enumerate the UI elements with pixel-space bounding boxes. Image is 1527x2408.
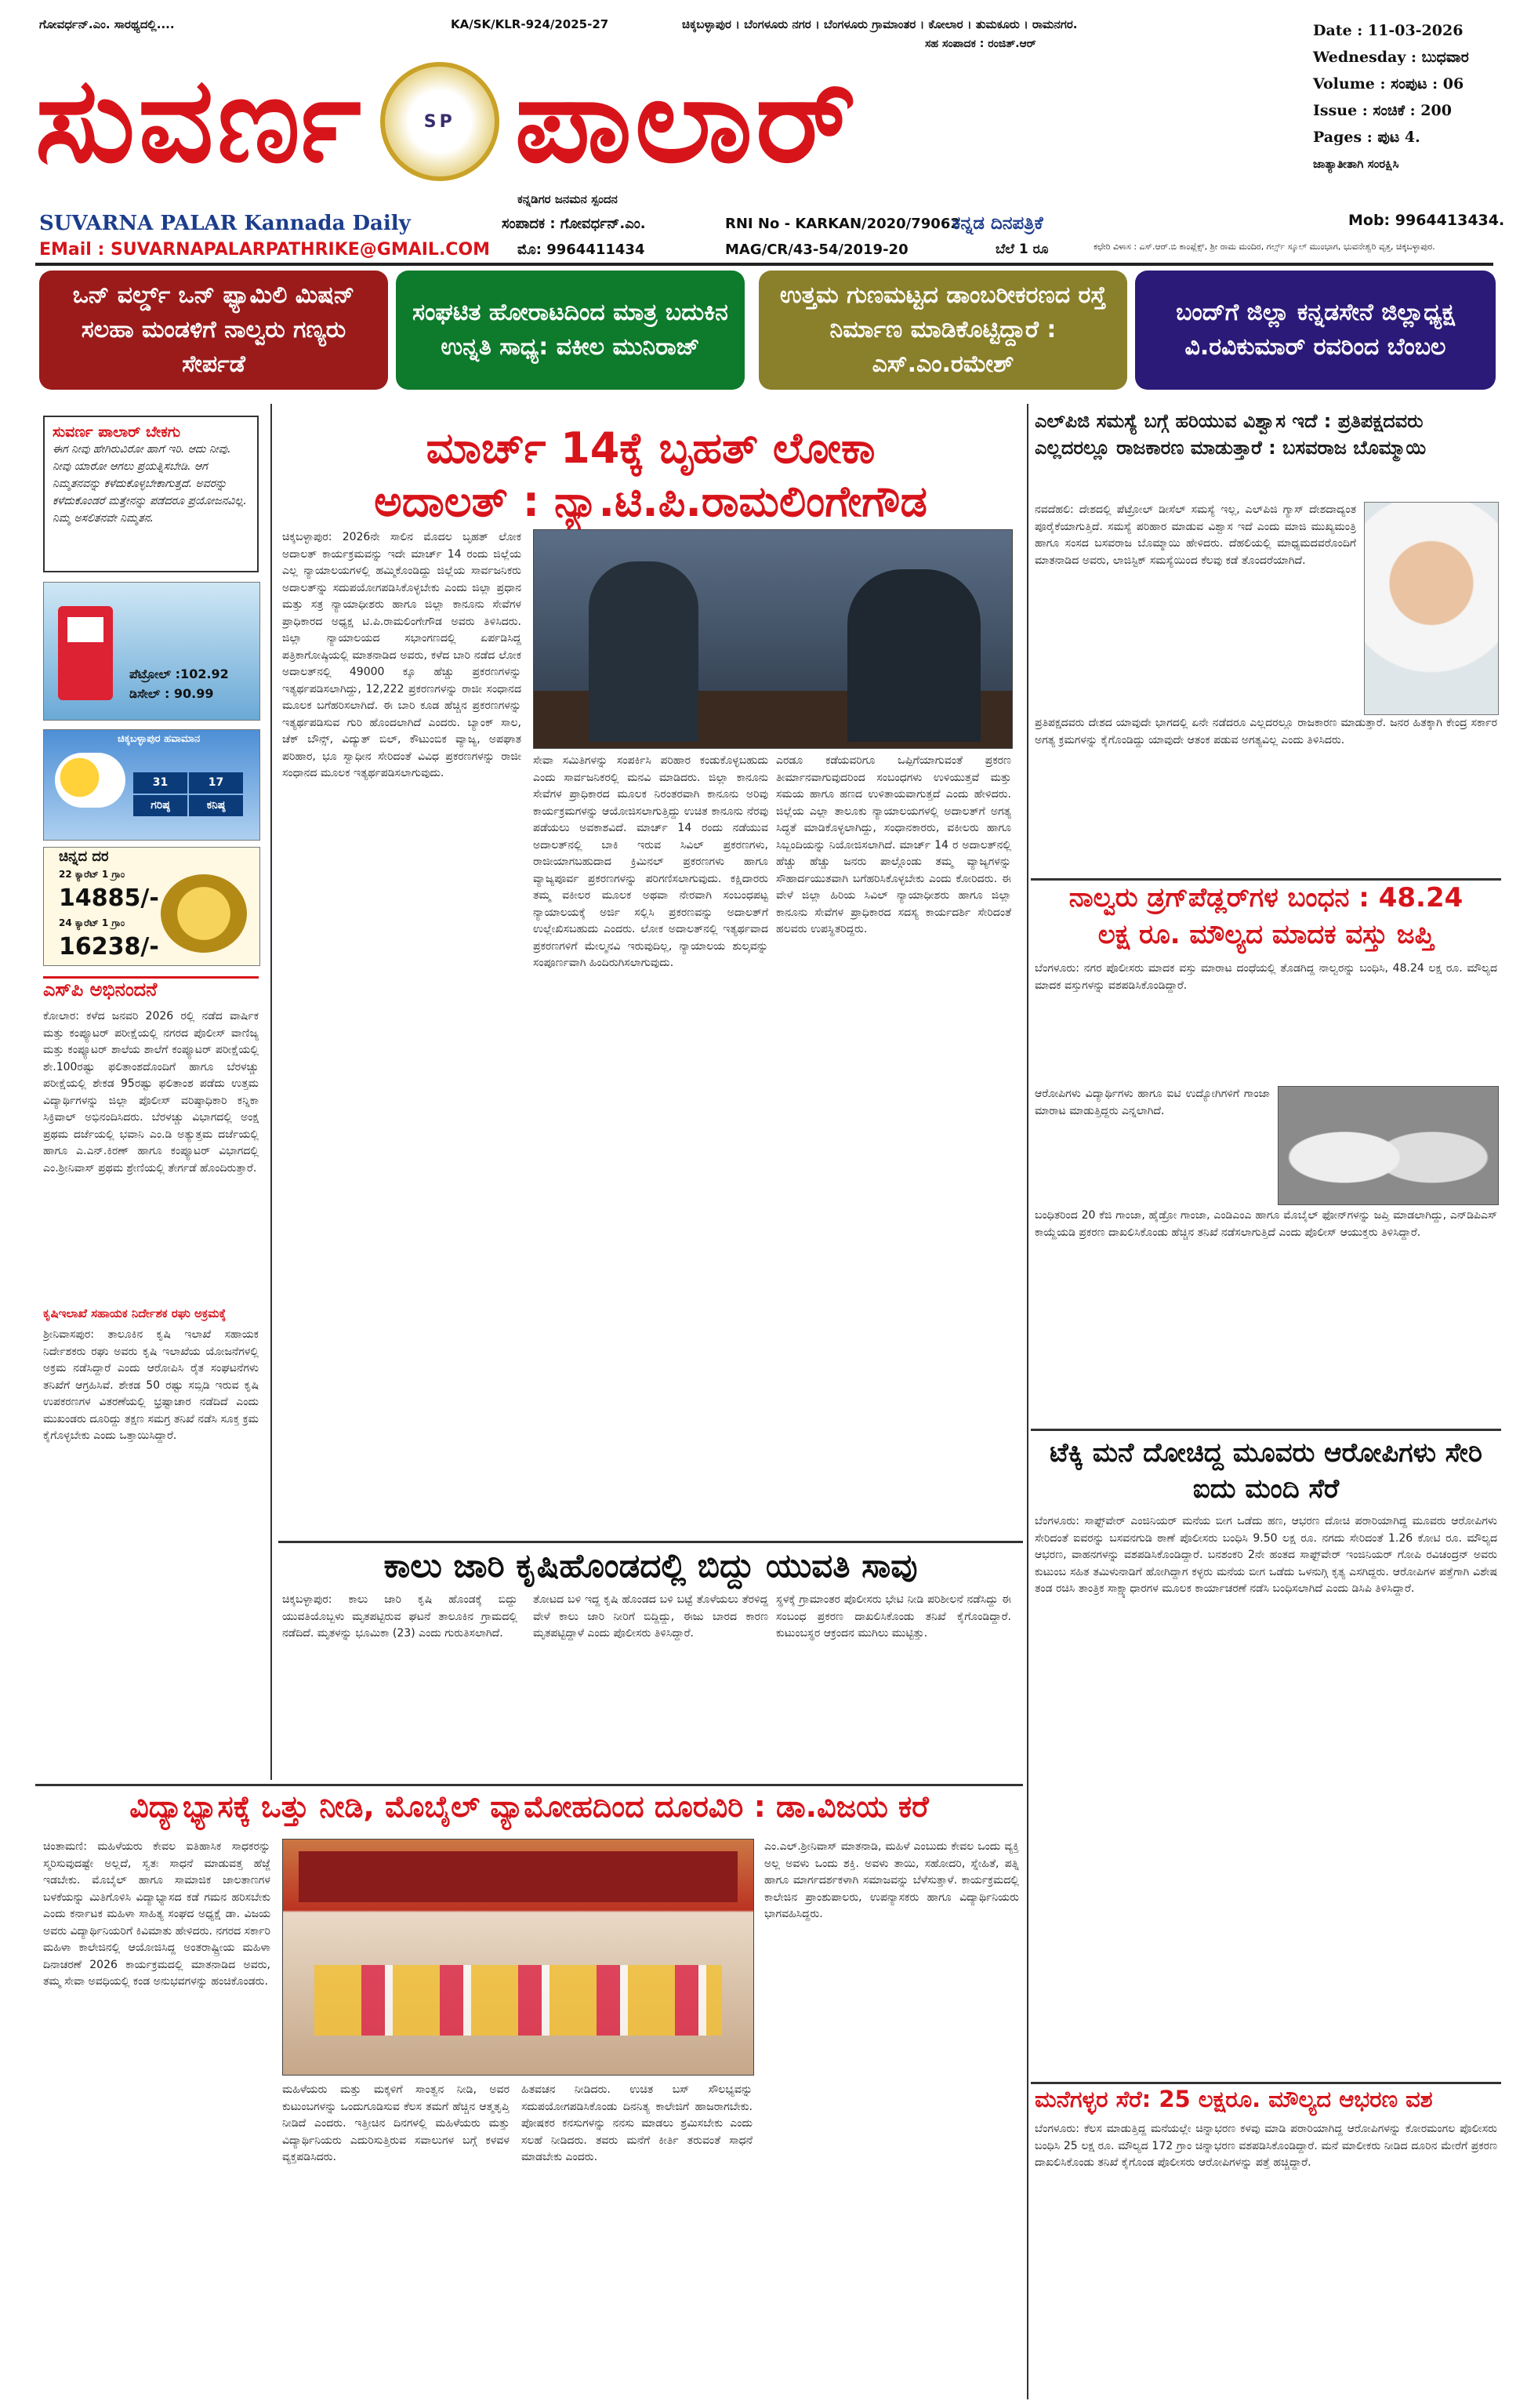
districts-line: ಚಿಕ್ಕಬಳ್ಳಾಪುರ । ಬೆಂಗಳೂರು ನಗರ । ಬೆಂಗಳೂರು ಗ್ರಾಮಾಂತರ । ಕೋಲಾರ । ತುಮಕೂರು । ರಾಮನಗರ. — [682, 17, 1078, 31]
temp-min-label: ಕನಿಷ್ಠ — [189, 795, 243, 816]
article-body: ಶ್ರೀನಿವಾಸಪುರ: ತಾಲೂಕಿನ ಕೃಷಿ ಇಲಾಖೆ ಸಹಾಯಕ ನಿರ್ದೇಶಕರು ರಘು ಅವರು ಕೃಷಿ ಇಲಾಖೆಯ ಯೋಜನೆಗಳಲ್ಲಿ ಅಕ್ರಮ ನಡೆಸಿದ್ದಾರೆ ಎಂದು ಆರೋಪಿಸಿ ರೈತ ಸಂಘಟನೆಗಳು ತನಿಖೆಗೆ ಆಗ್ರಹಿಸಿವೆ. ಶೇಕಡ 50 ರಷ್ಟು ಸಬ್ಸಿಡಿ ಇರುವ ಕೃಷಿ ಉಪಕರಣಗಳ ವಿತರಣೆಯಲ್ಲಿ ಭ್ರಷ್ಟಾಚಾರ ನಡೆದಿದೆ ಎಂದು ಮುಖಂಡರು ದೂರಿದ್ದು ತಕ್ಷಣ ಸಮಗ್ರ ತನಿಖೆ ನಡೆಸಿ ಸೂಕ್ತ ಕ್ರಮ ಕೈಗೊಳ್ಳಬೇಕು ಎಂದು ಒತ್ತಾಯಿಸಿದ್ದಾರೆ. — [43, 1328, 259, 1442]
price: ಬೆಲೆ 1 ರೂ — [996, 242, 1049, 257]
divider — [1031, 1429, 1501, 1431]
article-body: ತೋಟದ ಬಳಿ ಇದ್ದ ಕೃಷಿ ಹೊಂಡದ ಬಳಿ ಬಟ್ಟೆ ತೊಳೆಯಲು ತೆರಳಿದ್ದ ವೇಳೆ ಕಾಲು ಜಾರಿ ನೀರಿಗೆ ಬಿದ್ದಿದ್ದು, ಈಜು ಬಾರದ ಕಾರಣ ಮೃತಪಟ್ಟಿದ್ದಾಳೆ ಎಂದು ಪೊಲೀಸರು ತಿಳಿಸಿದ್ದಾರೆ. — [533, 1593, 768, 1640]
divider — [1031, 878, 1501, 881]
photo-backdrop — [299, 1851, 738, 1902]
banner-headline[interactable]: ಉತ್ತಮ ಗುಣಮಟ್ಟದ ಡಾಂಬರೀಕರಣದ ರಸ್ತೆ ನಿರ್ಮಾಣ ಮಾಡಿಕೊಟ್ಟಿದ್ದಾರೆ : ಎಸ್.ಎಂ.ರಮೇಶ್ — [759, 271, 1127, 390]
article-body: ಬೆಂಗಳೂರು: ನಗರ ಪೊಲೀಸರು ಮಾದಕ ವಸ್ತು ಮಾರಾಟ ದಂಧೆಯಲ್ಲಿ ತೊಡಗಿದ್ದ ನಾಲ್ವರನ್ನು ಬಂಧಿಸಿ, 48.24 ಲಕ್ಷ ರೂ. ಮೌಲ್ಯದ ಮಾದಕ ವಸ್ತುಗಳನ್ನು ವಶಪಡಿಸಿಕೊಂಡಿದ್ದಾರೆ. — [1035, 962, 1497, 992]
title-right: ಪಾಲಾರ್ — [514, 52, 859, 189]
column-divider — [1027, 404, 1028, 2399]
article-body: ಪ್ರತಿಪಕ್ಷದವರು ದೇಶದ ಯಾವುದೇ ಭಾಗದಲ್ಲಿ ಏನೇ ನಡೆದರೂ ಎಲ್ಲದರಲ್ಲೂ ರಾಜಕಾರಣ ಮಾಡುತ್ತಾರೆ. ಜನರ ಹಿತಕ್ಕಾಗಿ ಕೇಂದ್ರ ಸರ್ಕಾರ ಅಗತ್ಯ ಕ್ರಮಗಳನ್ನು ಕೈಗೊಂಡಿದ್ದು ಯಾವುದೇ ಆತಂಕ ಪಡುವ ಅಗತ್ಯವಿಲ್ಲ ಎಂದು ತಿಳಿಸಿದರು. — [1035, 717, 1497, 746]
divider — [1031, 2082, 1501, 2084]
photo-attendees — [314, 1965, 722, 2036]
article-headline[interactable]: ಟೆಕ್ಕಿ ಮನೆ ದೋಚಿದ್ದ ಮೂವರು ಆರೋಪಿಗಳು ಸೇರಿ ಐದು ಮಂದಿ ಸೆರೆ — [1050, 1437, 1482, 1505]
rni-number: RNI No - KARKAN/2020/79062 — [725, 216, 960, 232]
article-headline[interactable]: ವಿದ್ಯಾಭ್ಯಾಸಕ್ಕೆ ಒತ್ತು ನೀಡಿ, ಮೊಬೈಲ್ ವ್ಯಾಮೋಹದಿಂದ ದೂರವಿರಿ : ಡಾ.ವಿಜಯ ಕರೆ — [129, 1789, 929, 1824]
masthead-title — [35, 52, 1305, 189]
registration-number: KA/SK/KLR-924/2025-27 — [451, 17, 609, 31]
tagline: ಕನ್ನಡಿಗರ ಜನಮನ ಸ್ಪಂದನ — [517, 192, 618, 206]
mag-number: MAG/CR/43-54/2019-20 — [725, 242, 909, 258]
sub-editor: ಸಹ ಸಂಪಾದಕ : ರಂಜಿತ್.ಆರ್ — [925, 38, 1036, 50]
notice-body: ಈಗ ನೀವು ಹೇಗಿರುವಿರೋ ಹಾಗೆ ಇರಿ. ಆದು ನೀವು. ನೀವು ಯಾರೋ ಆಗಲು ಪ್ರಯತ್ನಿಸಬೇಡಿ. ಆಗ ನಿಮ್ಮತನವನ್ನು ಕಳೆದುಕೊಳ್ಳಬೇಕಾಗುತ್ತದೆ. ಅವರನ್ನು ಕಳೆದುಕೊಂಡರೆ ಮತ್ತೇನನ್ನು ಪಡೆದರೂ ಪ್ರಯೋಜನವಿಲ್ಲ. ನಿಮ್ಮ ಅಸಲಿತನವೇ ನಿಮ್ಮತನ. — [53, 443, 247, 525]
notice-title: ಸುವರ್ಣ ಪಾಲಾರ್ ಬೇಕಗು — [53, 423, 181, 441]
volume: Volume : ಸಂಪುಟ : 06 — [1313, 75, 1464, 93]
banner-headline[interactable]: ಒನ್ ವರ್ಲ್ಡ್ ಒನ್ ಫ್ಯಾಮಿಲಿ ಮಿಷನ್ ಸಲಹಾ ಮಂಡಳಿಗೆ ನಾಲ್ವರು ಗಣ್ಯರು ಸೇರ್ಪಡೆ — [39, 271, 388, 390]
temp-max: 31 — [133, 772, 187, 794]
column-divider — [270, 404, 272, 1780]
article-body: ಎಂ.ಎಲ್.ಶ್ರೀನಿವಾಸ್ ಮಾತನಾಡಿ, ಮಹಿಳೆ ಎಂಬುದು ಕೇವಲ ಒಂದು ವ್ಯಕ್ತಿ ಅಲ್ಲ ಅವಳು ಒಂದು ಶಕ್ತಿ. ಅವಳು ತಾಯಿ, ಸಹೋದರಿ, ಸ್ನೇಹಿತೆ, ಪತ್ನಿ ಹಾಗೂ ಮಾರ್ಗದರ್ಶಕಳಾಗಿ ಸಮಾಜವನ್ನು ಬೆಳೆಸುತ್ತಾಳೆ. ಕಾರ್ಯಕ್ರಮದಲ್ಲಿ ಕಾಲೇಜಿನ ಪ್ರಾಂಶುಪಾಲರು, ಉಪನ್ಯಾಸಕರು ಹಾಗೂ ವಿದ್ಯಾರ್ಥಿನಿಯರು ಭಾಗವಹಿಸಿದ್ದರು. — [764, 1840, 1019, 1920]
banner-headline[interactable]: ಸಂಘಟಿತ ಹೋರಾಟದಿಂದ ಮಾತ್ರ ಬದುಕಿನ ಉನ್ನತಿ ಸಾಧ್ಯ: ವಕೀಲ ಮುನಿರಾಜ್ — [396, 271, 745, 390]
article-headline[interactable]: ನಾಲ್ವರು ಡ್ರಗ್‌ಪೆಡ್ಲರ್‌ಗಳ ಬಂಧನ : 48.24 — [1068, 882, 1464, 913]
temp-max-label: ಗರಿಷ್ಠ — [133, 795, 187, 816]
article-body: ಹಿತವಚನ ನೀಡಿದರು. ಉಚಿತ ಬಸ್ ಸೌಲಭ್ಯವನ್ನು ಸದುಪಯೋಗಪಡಿಸಿಕೊಂಡು ದಿನನಿತ್ಯ ಕಾಲೇಜಿಗೆ ಹಾಜರಾಗಬೇಕು. ಪೋಷಕರ ಕನಸುಗಳನ್ನು ನನಸು ಮಾಡಲು ಶ್ರಮಿಸಬೇಕು ಎಂದು ಸಲಹೆ ನೀಡಿದರು. ತವರು ಮನೆಗೆ ಕೀರ್ತಿ ತರುವಂತೆ ಸಾಧನೆ ಮಾಡಬೇಕು ಎಂದರು. — [521, 2083, 753, 2163]
divider — [278, 1541, 1023, 1543]
article-body: ಸ್ಥಳಕ್ಕೆ ಗ್ರಾಮಾಂತರ ಪೊಲೀಸರು ಭೇಟಿ ನೀಡಿ ಪರಿಶೀಲನೆ ನಡೆಸಿದ್ದು ಈ ಸಂಬಂಧ ಪ್ರಕರಣ ದಾಖಲಿಸಿಕೊಂಡು ತನಿಖೆ ಕೈಗೊಂಡಿದ್ದಾರೆ. ಕುಟುಂಬಸ್ಥರ ಆಕ್ರಂದನ ಮುಗಿಲು ಮುಟ್ಟಿತ್ತು. — [776, 1593, 1011, 1640]
temp-min: 17 — [189, 772, 243, 794]
temperature-grid — [133, 772, 243, 816]
photo-person — [589, 561, 698, 742]
article-body: ಬೆಂಗಳೂರು: ಕೆಲಸ ಮಾಡುತ್ತಿದ್ದ ಮನೆಯಲ್ಲೇ ಚಿನ್ನಾಭರಣ ಕಳವು ಮಾಡಿ ಪರಾರಿಯಾಗಿದ್ದ ಆರೋಪಿಗಳನ್ನು ಕೋರಮಂಗಲ ಪೊಲೀಸರು ಬಂಧಿಸಿ 25 ಲಕ್ಷ ರೂ. ಮೌಲ್ಯದ 172 ಗ್ರಾಂ ಚಿನ್ನಾಭರಣ ವಶಪಡಿಸಿಕೊಂಡಿದ್ದಾರೆ. ಮನೆ ಮಾಲೀಕರು ನೀಡಿದ ದೂರಿನ ಮೇರೆಗೆ ಪ್ರಕರಣ ದಾಖಲಿಸಿಕೊಂಡು ತನಿಖೆ ಕೈಗೊಂಡ ಪೊಲೀಸರು ಆರೋಪಿಗಳನ್ನು ಪತ್ತೆ ಹಚ್ಚಿದ್ದಾರೆ. — [1035, 2123, 1497, 2169]
office-address: ಕಛೇರಿ ವಿಳಾಸ : ಎಸ್.ಆರ್.ಬಿ ಕಾಂಪ್ಲೆಕ್ಸ್, ಶ್ರೀ ರಾಮ ಮಂದಿರ, ಗರ್ಲ್ಸ್ ಸ್ಕೂಲ್ ಮುಂಭಾಗ, ಭುವನೇಶ್ವರಿ ವೃತ್ತ, ಚಿಕ್ಕಬಳ್ಳಾಪುರ. — [1094, 242, 1435, 252]
date-box — [1313, 17, 1469, 177]
sun-cloud-icon — [55, 753, 125, 808]
article-body: ಮಹಿಳೆಯರು ಮತ್ತು ಮಕ್ಕಳಿಗೆ ಸಾಂತ್ವನ ನೀಡಿ, ಅವರ ಕುಟುಂಬಗಳನ್ನು ಒಂದುಗೂಡಿಸುವ ಕೆಲಸ ತಮಗೆ ಹೆಚ್ಚಿನ ಆತ್ಮತೃಪ್ತಿ ನೀಡಿದೆ ಎಂದರು. ಇತ್ತೀಚಿನ ದಿನಗಳಲ್ಲಿ ಮಹಿಳೆಯರು ಮತ್ತು ವಿದ್ಯಾರ್ಥಿನಿಯರು ಎದುರಿಸುತ್ತಿರುವ ಸವಾಲುಗಳ ಬಗ್ಗೆ ಕಳವಳ ವ್ಯಕ್ತಪಡಿಸಿದರು. — [282, 2083, 510, 2163]
title-left: ಸುವರ್ಣ — [35, 52, 365, 189]
gold-22-label: 22 ಕ್ಯಾರೆಟ್ 1 ಗ್ರಾಂ — [59, 869, 125, 880]
notice-box — [43, 416, 259, 572]
article-body: ಸೇವಾ ಸಮಿತಿಗಳನ್ನು ಸಂಪರ್ಕಿಸಿ ಪರಿಹಾರ ಕಂಡುಕೊಳ್ಳಬಹುದು ಎಂದು ಸಾರ್ವಜನಿಕರಲ್ಲಿ ಮನವಿ ಮಾಡಿದರು. ಜಿಲ್ಲಾ ಕಾನೂನು ಸೇವೆಗಳ ಪ್ರಾಧಿಕಾರದ ಮೂಲಕ ನಿರಂತರವಾಗಿ ಕಾನೂನು ಅರಿವು ಕಾರ್ಯಕ್ರಮಗಳನ್ನು ಆಯೋಜಿಸಲಾಗುತ್ತಿದ್ದು ಉಚಿತ ಕಾನೂನು ನೆರವು ಪಡೆಯಲು ಅವಕಾಶವಿದೆ. ಮಾರ್ಚ್ 14 ರಂದು ನಡೆಯುವ ಅದಾಲತ್‌ನಲ್ಲಿ ಬಾಕಿ ಇರುವ ಸಿವಿಲ್ ಪ್ರಕರಣಗಳು, ರಾಜೀಯಾಗಬಹುದಾದ ಕ್ರಿಮಿನಲ್ ಪ್ರಕರಣಗಳು ಹಾಗೂ ವ್ಯಾಜ್ಯಪೂರ್ವ ಪ್ರಕರಣಗಳನ್ನು ಪರಿಗಣಿಸಲಾಗುವುದು. ಕಕ್ಷಿದಾರರು ತಮ್ಮ ವಕೀಲರ ಮೂಲಕ ಅಥವಾ ನೇರವಾಗಿ ಸಂಬಂಧಪಟ್ಟ ನ್ಯಾಯಾಲಯಕ್ಕೆ ಅರ್ಜಿ ಸಲ್ಲಿಸಿ ಪ್ರಕರಣವನ್ನು ಅದಾಲತ್‌ಗೆ ಉಲ್ಲೇಖಿಸಬಹುದು ಎಂದರು. ಲೋಕ ಅದಾಲತ್‌ನಲ್ಲಿ ಇತ್ಯರ್ಥವಾದ ಪ್ರಕರಣಗಳಿಗೆ ಮೇಲ್ಮನವಿ ಇರುವುದಿಲ್ಲ, ನ್ಯಾಯಾಲಯ ಶುಲ್ಕವನ್ನು ಸಂಪೂರ್ಣವಾಗಿ ಹಿಂದಿರುಗಿಸಲಾಗುವುದು. — [533, 754, 768, 969]
divider — [35, 1784, 1023, 1786]
article-headline[interactable]: ಲಕ್ಷ ರೂ. ಮೌಲ್ಯದ ಮಾದಕ ವಸ್ತು ಜಪ್ತಿ — [1097, 919, 1435, 950]
fuel-pump-icon — [58, 606, 113, 700]
photo-person — [847, 569, 981, 742]
paper-name-english: SUVARNA PALAR Kannada Daily — [39, 212, 411, 235]
lead-headline[interactable]: ಮಾರ್ಚ್ 14ಕ್ಕೆ ಬೃಹತ್ ಲೋಕಾ — [426, 423, 876, 473]
email: EMail : SUVARNAPALARPATHRIKE@GMAIL.COM — [39, 240, 491, 260]
gold-coins-icon — [161, 874, 247, 953]
portrait-photo — [1364, 502, 1499, 715]
article-body: ಬೆಂಗಳೂರು: ಸಾಫ್ಟ್‌ವೇರ್ ಎಂಜಿನಿಯರ್ ಮನೆಯ ಬೀಗ ಒಡೆದು ಹಣ, ಆಭರಣ ದೋಚಿ ಪರಾರಿಯಾಗಿದ್ದ ಮೂವರು ಆರೋಪಿಗಳು ಸೇರಿದಂತೆ ಐವರನ್ನು ಬಸವನಗುಡಿ ಠಾಣೆ ಪೊಲೀಸರು ಬಂಧಿಸಿ 9.50 ಲಕ್ಷ ರೂ. ನಗದು ಸೇರಿದಂತೆ 1.26 ಕೋಟಿ ರೂ. ಮೌಲ್ಯದ ಆಭರಣ, ವಾಹನಗಳನ್ನು ವಶಪಡಿಸಿಕೊಂಡಿದ್ದಾರೆ. ಬನಶಂಕರಿ 2ನೇ ಹಂತದ ಸಾಫ್ಟ್‌ವೇರ್ ಇಂಜಿನಿಯರ್ ಗೋಪಿ ರವಿಚಂದ್ರನ್ ಅವರು ಕುಟುಂಬ ಸಹಿತ ತಮಿಳುನಾಡಿಗೆ ಹೋಗಿದ್ದಾಗ ಕಳ್ಳರು ಮನೆಯ ಬೀಗ ಒಡೆದು ಒಳನುಗ್ಗಿ ಕೃತ್ಯ ಎಸಗಿದ್ದರು. ಆರೋಪಿಗಳ ಪತ್ತೆಗಾಗಿ ವಿಶೇಷ ತಂಡ ರಚಿಸಿ ತಾಂತ್ರಿಕ ಸಾಕ್ಷ್ಯಾಧಾರಗಳ ಮೂಲಕ ಕಾರ್ಯಾಚರಣೆ ನಡೆಸಿ ಬಂಧಿಸಲಾಗಿದೆ ಎಂದು ಡಿಸಿಪಿ ತಿಳಿಸಿದ್ದಾರೆ. — [1035, 1515, 1497, 1595]
pages: Pages : ಪುಟ 4. — [1313, 129, 1420, 146]
article-headline[interactable]: ಕೃಷಿಇಲಾಖೆ ಸಹಾಯಕ ನಿರ್ದೇಶಕ ರಘು ಅಕ್ರಮಕ್ಕೆ — [43, 1306, 227, 1320]
mobile: Mob: 9964413434. — [1348, 212, 1505, 229]
date: Date : 11-03-2026 — [1313, 22, 1464, 39]
petrol-price: ಪೆಟ್ರೋಲ್ :102.92 — [129, 666, 229, 681]
weather-title: ಚಿಕ್ಕಬಳ್ಳಾಪುರ ಹವಾಮಾನ — [118, 733, 201, 745]
event-photo — [282, 1839, 754, 2076]
secular-note: ಜಾತ್ಯಾತೀತಾಗಿ ಸಂರಕ್ಷಿಸಿ — [1313, 157, 1399, 171]
article-body: ನವದೆಹಲಿ: ದೇಶದಲ್ಲಿ ಪೆಟ್ರೋಲ್ ಡೀಸೆಲ್ ಸಮಸ್ಯೆ ಇಲ್ಲ, ಎಲ್‌ಪಿಜಿ ಗ್ಯಾಸ್ ದೇಶದಾದ್ಯಂತ ಪೂರೈಕೆಯಾಗುತ್ತಿದೆ. ಸಮಸ್ಯೆ ಪರಿಹಾರ ಮಾಡುವ ವಿಶ್ವಾಸ ಇದೆ ಎಂದು ಮಾಜಿ ಮುಖ್ಯಮಂತ್ರಿ ಹಾಗೂ ಸಂಸದ ಬಸವರಾಜ ಬೊಮ್ಮಾಯಿ ಹೇಳಿದರು. ದೆಹಲಿಯಲ್ಲಿ ಮಾಧ್ಯಮದವರೊಂದಿಗೆ ಮಾತನಾಡಿದ ಅವರು, ಲಾಜಿಸ್ಟಿಕ್ ಸಮಸ್ಯೆಯಿಂದ ಕೆಲವು ಕಡೆ ತೊಂದರೆಯಾಗಿದೆ. — [1035, 503, 1356, 567]
phone: ಮೊ: 9964411434 — [517, 242, 645, 258]
article-headline[interactable]: ಎಲ್‌ಪಿಜಿ ಸಮಸ್ಯೆ ಬಗ್ಗೆ ಹರಿಯುವ ವಿಶ್ವಾಸ ಇದೆ : ಪ್ರತಿಪಕ್ಷದವರು ಎಲ್ಲದರಲ್ಲೂ ರಾಜಕಾರಣ ಮಾಡುತ್ತಾರೆ : ಬಸವರಾಜ ಬೊಮ್ಮಾಯಿ — [1035, 410, 1427, 459]
diesel-price: ಡಿಸೇಲ್ : 90.99 — [129, 686, 214, 701]
editor: ಸಂಪಾದಕ : ಗೋವರ್ಧನ್.ಎಂ. — [502, 216, 646, 232]
press-meet-photo — [533, 529, 1013, 749]
article-headline[interactable]: ಮನೆಗಳ್ಳರ ಸೆರೆ: 25 ಲಕ್ಷರೂ. ಮೌಲ್ಯದ ಆಭರಣ ವಶ — [1035, 2086, 1433, 2112]
gold-24-price: 16238/- — [59, 933, 159, 961]
gold-22-price: 14885/- — [59, 884, 159, 912]
seized-packets-photo — [1278, 1086, 1499, 1205]
article-body: ಚಿಂತಾಮಣಿ: ಮಹಿಳೆಯರು ಕೇವಲ ಐತಿಹಾಸಿಕ ಸಾಧಕರನ್ನು ಸ್ಮರಿಸುವುದಷ್ಟೇ ಅಲ್ಲದೆ, ಸ್ವತಃ ಸಾಧನೆ ಮಾಡುವತ್ತ ಹೆಜ್ಜೆ ಇಡಬೇಕು. ಮೊಬೈಲ್ ಹಾಗೂ ಸಾಮಾಜಿಕ ಜಾಲತಾಣಗಳ ಬಳಕೆಯನ್ನು ಮಿತಿಗೊಳಿಸಿ ವಿದ್ಯಾಭ್ಯಾಸದ ಕಡೆ ಗಮನ ಹರಿಸಬೇಕು ಎಂದು ಕರ್ನಾಟಕ ಮಹಿಳಾ ಸಾಹಿತ್ಯ ಸಂಘದ ಅಧ್ಯಕ್ಷೆ ಡಾ. ವಿಜಯ ಅವರು ವಿದ್ಯಾರ್ಥಿನಿಯರಿಗೆ ಕಿವಿಮಾತು ಹೇಳಿದರು. ನಗರದ ಸರ್ಕಾರಿ ಮಹಿಳಾ ಕಾಲೇಜಿನಲ್ಲಿ ಆಯೋಜಿಸಿದ್ದ ಅಂತರಾಷ್ಟ್ರೀಯ ಮಹಿಳಾ ದಿನಾಚರಣೆ 2026 ಕಾರ್ಯಕ್ರಮದಲ್ಲಿ ಮಾತನಾಡಿದ ಅವರು, ತಮ್ಮ ಸೇವಾ ಅವಧಿಯಲ್ಲಿ ಕಂಡ ಅನುಭವಗಳನ್ನು ಹಂಚಿಕೊಂಡರು. — [43, 1840, 270, 1988]
weekday: Wednesday : ಬುಧವಾರ — [1313, 49, 1469, 66]
article-headline[interactable]: ಕಾಲು ಜಾರಿ ಕೃಷಿಹೊಂಡದಲ್ಲಿ ಬಿದ್ದು ಯುವತಿ ಸಾವು — [383, 1546, 918, 1585]
article-body: ಚಿಕ್ಕಬಳ್ಳಾಪುರ: ಕಾಲು ಜಾರಿ ಕೃಷಿ ಹೊಂಡಕ್ಕೆ ಬಿದ್ದು ಯುವತಿಯೊಬ್ಬಳು ಮೃತಪಟ್ಟಿರುವ ಘಟನೆ ತಾಲೂಕಿನ ಗ್ರಾಮದಲ್ಲಿ ನಡೆದಿದೆ. ಮೃತಳನ್ನು ಭೂಮಿಕಾ (23) ಎಂದು ಗುರುತಿಸಲಾಗಿದೆ. — [282, 1593, 517, 1640]
masthead-logo-icon: SP — [380, 62, 499, 181]
top-line: ಗೋವರ್ಧನ್.ಎಂ. ಸಾರಥ್ಯದಲ್ಲಿ.... — [39, 17, 175, 31]
article-body: ಕೋಲಾರ: ಕಳೆದ ಜನವರಿ 2026 ರಲ್ಲಿ ನಡೆದ ವಾರ್ಷಿಕ ಮತ್ತು ಕಂಪ್ಯೂಟರ್ ಪರೀಕ್ಷೆಯಲ್ಲಿ ನಗರದ ಪೊಲೀಸ್ ವಾಣಿಜ್ಯ ಮತ್ತು ಕಂಪ್ಯೂಟರ್ ಶಾಲೆಯ ಶಾಲೆಗೆ ಕಂಪ್ಯೂಟರ್ ಪರೀಕ್ಷೆಯಲ್ಲಿ ಶೇ.100ರಷ್ಟು ಫಲಿತಾಂಶದೊಂದಿಗೆ ಹಾಗೂ ಬೆರಳಚ್ಚು ಪರೀಕ್ಷೆಯಲ್ಲಿ ಶೇಕಡ 95ರಷ್ಟು ಫಲಿತಾಂಶ ಪಡೆದು ಉತ್ತಮ ವಿದ್ಯಾರ್ಥಿಗಳನ್ನು ಜಿಲ್ಲಾ ಪೊಲೀಸ್ ವರಿಷ್ಠಾಧಿಕಾರಿ ಕನ್ನಿಕಾ ಸಿಕ್ರಿವಾಲ್ ಅಭಿನಂದಿಸಿದರು. ಬೆರಳಚ್ಚು ವಿಭಾಗದಲ್ಲಿ ಅಂಕ್ಷ ಪ್ರಥಮ ದರ್ಜೆಯಲ್ಲಿ ಭವಾನಿ ಎಂ.ಡಿ ಅತ್ಯುತ್ತಮ ದರ್ಜೆಯಲ್ಲಿ ಹಾಗೂ ಎ.ಎನ್.ಕಿರಣ್ ಹಾಗೂ ಕಂಪ್ಯೂಟರ್ ವಿಭಾಗದಲ್ಲಿ ಎಂ.ಶ್ರೀನಿವಾಸ್ ಪ್ರಥಮ ಶ್ರೇಣಿಯಲ್ಲಿ ತೇರ್ಗಡೆ ಹೊಂದಿರುತ್ತಾರೆ. — [43, 1010, 259, 1175]
article-headline[interactable]: ಎಸ್‌ಪಿ ಅಭಿನಂದನೆ — [43, 976, 259, 1005]
article-body: ಬಂಧಿತರಿಂದ 20 ಕೆಜಿ ಗಾಂಜಾ, ಹೈಡ್ರೋ ಗಾಂಜಾ, ಎಂಡಿಎಂಎ ಹಾಗೂ ಮೊಬೈಲ್ ಫೋನ್‌ಗಳನ್ನು ಜಪ್ತಿ ಮಾಡಲಾಗಿದ್ದು, ಎನ್‌ಡಿಪಿಎಸ್ ಕಾಯ್ದೆಯಡಿ ಪ್ರಕರಣ ದಾಖಲಿಸಿಕೊಂಡು ಹೆಚ್ಚಿನ ತನಿಖೆ ನಡೆಸಲಾಗುತ್ತಿದೆ ಎಂದು ಪೊಲೀಸ್ ಆಯುಕ್ತರು ತಿಳಿಸಿದ್ದಾರೆ. — [1035, 1209, 1497, 1239]
article-body: ಚಿಕ್ಕಬಳ್ಳಾಪುರ: 2026ನೇ ಸಾಲಿನ ಮೊದಲ ಬೃಹತ್ ಲೋಕ ಅದಾಲತ್ ಕಾರ್ಯಕ್ರಮವನ್ನು ಇದೇ ಮಾರ್ಚ್ 14 ರಂದು ಜಿಲ್ಲೆಯ ಎಲ್ಲ ನ್ಯಾಯಾಲಯಗಳಲ್ಲಿ ಹಮ್ಮಿಕೊಂಡಿದ್ದು ಜಿಲ್ಲೆಯ ಸಾರ್ವಜನಿಕರು ಅದಾಲತ್‌ನ್ನು ಸದುಪಯೋಗಪಡಿಸಿಕೊಳ್ಳಬೇಕು ಎಂದು ಜಿಲ್ಲಾ ಪ್ರಧಾನ ಮತ್ತು ಸತ್ರ ನ್ಯಾಯಾಧೀಶರು ಹಾಗೂ ಜಿಲ್ಲಾ ಕಾನೂನು ಸೇವೆಗಳ ಪ್ರಾಧಿಕಾರದ ಅಧ್ಯಕ್ಷ ಟಿ.ಪಿ.ರಾಮಲಿಂಗೇಗೌಡ ಅವರು ತಿಳಿಸಿದರು. ಜಿಲ್ಲಾ ನ್ಯಾಯಾಲಯದ ಸಭಾಂಗಣದಲ್ಲಿ ಏರ್ಪಡಿಸಿದ್ದ ಪತ್ರಿಕಾಗೋಷ್ಠಿಯಲ್ಲಿ ಮಾತನಾಡಿದ ಅವರು, ಕಳೆದ ಬಾರಿ ನಡೆದ ಲೋಕ ಅದಾಲತ್‌ನಲ್ಲಿ 49000 ಕ್ಕೂ ಹೆಚ್ಚು ಪ್ರಕರಣಗಳನ್ನು ಇತ್ಯರ್ಥಪಡಿಸಲಾಗಿದ್ದು, 12,222 ಪ್ರಕರಣಗಳನ್ನು ರಾಜೀ ಸಂಧಾನದ ಮೂಲಕ ಬಗೆಹರಿಸಲಾಗಿದೆ. ಈ ಬಾರಿ ಕೂಡ ಹೆಚ್ಚಿನ ಪ್ರಕರಣಗಳನ್ನು ಇತ್ಯರ್ಥಪಡಿಸುವ ಗುರಿ ಹೊಂದಲಾಗಿದೆ ಎಂದರು. ಬ್ಯಾಂಕ್ ಸಾಲ, ಚೆಕ್ ಬೌನ್ಸ್, ವಿದ್ಯುತ್ ಬಿಲ್, ಕೌಟುಂಬಿಕ ವ್ಯಾಜ್ಯ, ಅಪಘಾತ ಪರಿಹಾರ, ಭೂ ಸ್ವಾಧೀನ ಸೇರಿದಂತೆ ವಿವಿಧ ಪ್ರಕರಣಗಳನ್ನು ರಾಜೀ ಸಂಧಾನದ ಮೂಲಕ ಇತ್ಯರ್ಥಪಡಿಸಲಾಗುವುದು. — [282, 531, 521, 779]
lead-headline[interactable]: ಅದಾಲತ್ : ನ್ಯಾ.ಟಿ.ಪಿ.ರಾಮಲಿಂಗೇಗೌಡ — [374, 477, 927, 526]
issue: Issue : ಸಂಚಿಕೆ : 200 — [1313, 102, 1452, 119]
article-body: ಎರಡೂ ಕಡೆಯವರಿಗೂ ಒಪ್ಪಿಗೆಯಾಗುವಂತೆ ಪ್ರಕರಣ ತೀರ್ಮಾನವಾಗುವುದರಿಂದ ಸಂಬಂಧಗಳು ಉಳಿಯುತ್ತವೆ ಮತ್ತು ಸಮಯ ಹಾಗೂ ಹಣದ ಉಳಿತಾಯವಾಗುತ್ತದೆ ಎಂದು ಹೇಳಿದರು. ಜಿಲ್ಲೆಯ ಎಲ್ಲಾ ತಾಲೂಕು ನ್ಯಾಯಾಲಯಗಳಲ್ಲಿ ಅದಾಲತ್‌ಗೆ ಅಗತ್ಯ ಸಿದ್ಧತೆ ಮಾಡಿಕೊಳ್ಳಲಾಗಿದ್ದು, ಸಂಧಾನಕಾರರು, ವಕೀಲರು ಹಾಗೂ ಸಿಬ್ಬಂದಿಯನ್ನು ನಿಯೋಜಿಸಲಾಗಿದೆ. ಮಾರ್ಚ್ 14 ರ ಅದಾಲತ್‌ನಲ್ಲಿ ಹೆಚ್ಚು ಹೆಚ್ಚು ಜನರು ಪಾಲ್ಗೊಂಡು ತಮ್ಮ ವ್ಯಾಜ್ಯಗಳನ್ನು ಸೌಹಾರ್ದಯುತವಾಗಿ ಬಗೆಹರಿಸಿಕೊಳ್ಳಬೇಕು ಎಂದು ಕೋರಿದರು. ಈ ವೇಳೆ ಜಿಲ್ಲಾ ಹಿರಿಯ ಸಿವಿಲ್ ನ್ಯಾಯಾಧೀಶರು ಹಾಗೂ ಜಿಲ್ಲಾ ಕಾನೂನು ಸೇವೆಗಳ ಪ್ರಾಧಿಕಾರದ ಸದಸ್ಯ ಕಾರ್ಯದರ್ಶಿ ಸೇರಿದಂತೆ ಹಲವರು ಉಪಸ್ಥಿತರಿದ್ದರು. — [776, 754, 1011, 935]
gold-24-label: 24 ಕ್ಯಾರೆಟ್ 1 ಗ್ರಾಂ — [59, 917, 125, 928]
banner-headline[interactable]: ಬಂದ್‌ಗೆ ಜಿಲ್ಲಾ ಕನ್ನಡಸೇನೆ ಜಿಲ್ಲಾಧ್ಯಕ್ಷ ವಿ.ರವಿಕುಮಾರ್ ರವರಿಂದ ಬೆಂಬಲ — [1135, 271, 1496, 390]
daily-label: ಕನ್ನಡ ದಿನಪತ್ರಿಕೆ — [952, 213, 1043, 234]
article-body: ಆರೋಪಿಗಳು ವಿದ್ಯಾರ್ಥಿಗಳು ಹಾಗೂ ಐಟಿ ಉದ್ಯೋಗಿಗಳಿಗೆ ಗಾಂಜಾ ಮಾರಾಟ ಮಾಡುತ್ತಿದ್ದರು ಎನ್ನಲಾಗಿದೆ. — [1035, 1088, 1270, 1117]
divider — [35, 263, 1493, 266]
gold-title: ಚಿನ್ನದ ದರ — [59, 848, 109, 865]
